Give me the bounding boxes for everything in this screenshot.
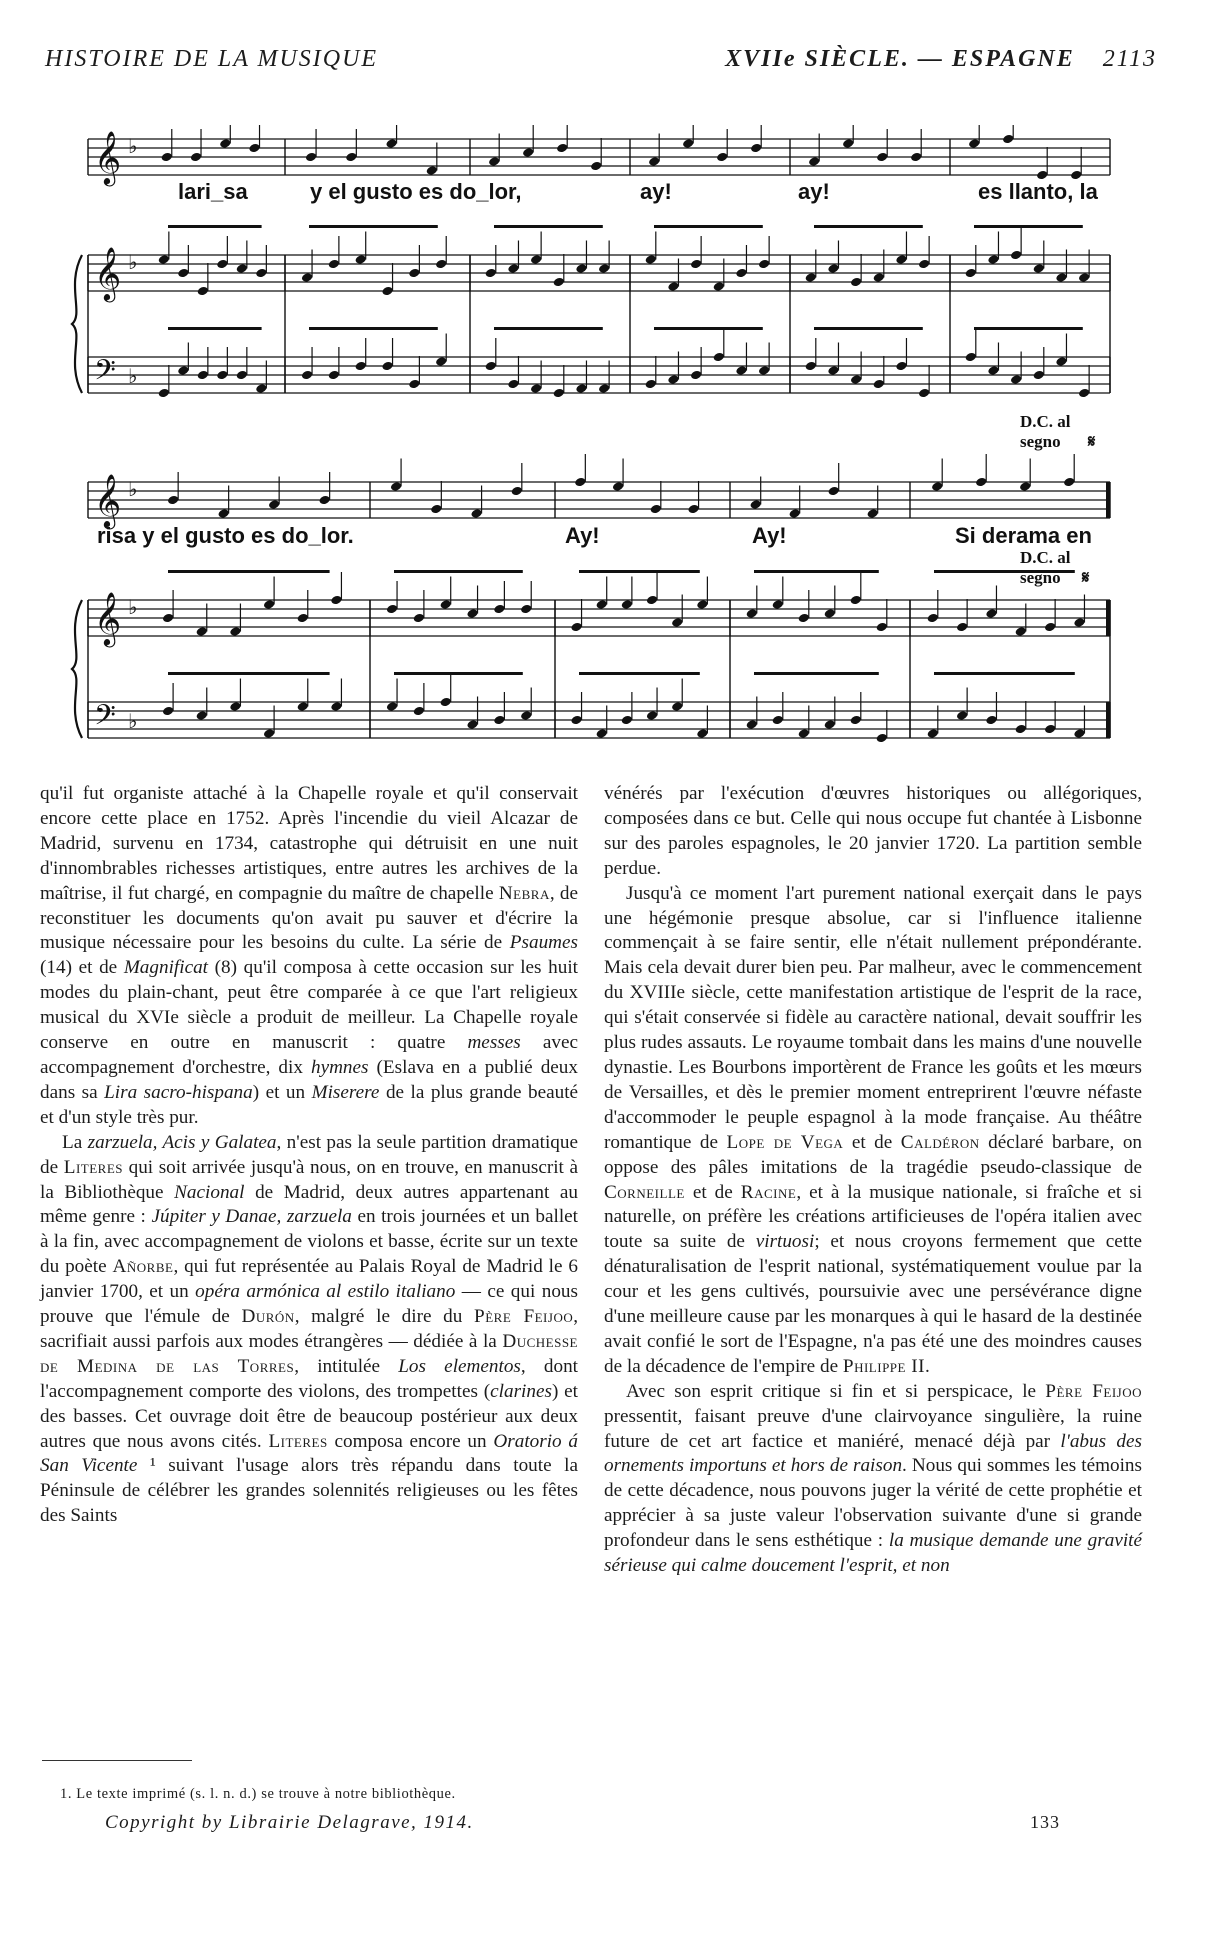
left-paragraph-1: qu'il fut organiste attaché à la Chapelle royale et qu'il conservait encore cette place en 1752. Après l'incendie du vieil Alcazar de Madrid, survenu en 1734, catastrophe qui détruisit en une nuit d'innombrables richesses artistiques, entre autres les archives de la maîtrise, il fut chargé, en compagnie du maître de chapelle Nebra, de reconstituer les documents qu'on avait pu sauver et d'écrire la musique nécessaire pour les besoins du culte. La série de Psaumes (14) et de Magnificat (8) qu'il composa à cette occasion sur les huit modes du plain-chant, peut être comparée à ce que l'art religieux musical du XVIe siècle a produit de meilleur. La Chapelle royale conserve en outre en manuscrit : quatre messes avec accompagnement d'orchestre, dix hymnes (Eslava en a publié deux dans sa Lira sacro-hispana) et un Miserere de la plus grande beauté et d'un style très pur.: [40, 783, 579, 1128]
svg-text:𝄢: 𝄢: [94, 699, 116, 739]
svg-text:♭: ♭: [128, 364, 138, 388]
footnote-rule: [42, 1760, 192, 1761]
svg-text:♭: ♭: [128, 477, 138, 501]
lyric-5: es llanto, la: [978, 179, 1098, 204]
lyric-9: Si derama en: [955, 523, 1092, 548]
svg-text:♭: ♭: [128, 709, 138, 733]
lyric-1: lari_sa: [178, 179, 248, 204]
dc-al-segno-mid: D.C. al: [1020, 548, 1071, 567]
music-score: [0, 125, 1217, 765]
segno-sign-top: 𝄋: [1088, 432, 1096, 451]
right-paragraph-3: Avec son esprit critique si fin et si perspicace, le Père Feijoo pressentit, faisant preuve d'une clairvoyance singulière, la ruine future de cet art factice et maniéré, menacé déjà par l'abus des ornements importuns et hors de raison. Nous qui sommes les témoins de cette décadence, nous pouvons juger la vérité de cette prophétie et apprécier à sa juste valeur l'observation suivante d'une si grande profondeur dans le sens esthétique : la musique demande une gravité sérieuse qui calme doucement l'esprit, et non: [604, 1380, 1143, 1577]
lyric-6: risa y el gusto es do_lor.: [97, 523, 354, 548]
left-column: [40, 782, 578, 1529]
lyric-8: Ay!: [752, 523, 787, 548]
right-paragraph-2: Jusqu'à ce moment l'art purement national exerçait dans le pays une hégémonie presque absolue, car si l'influence italienne commençait à se faire sentir, elle n'était nullement prépondérante. Mais cela devait durer bien peu. Par malheur, avec le commencement du XVIIIe siècle, cette manifestation artistique de l'esprit de la race, qui s'était conservée si fidèle au caractère national, devait souffrir les plus rudes assauts. Le royaume tombait dans les mains d'une nouvelle dynastie. Les Bourbons importèrent de France les goûts et les mœurs de Versailles, et dès le premier moment entreprirent l'œuvre néfaste d'accommoder le peuple espagnol à la mode française. Au théâtre romantique de Lope de Vega et de Caldéron déclaré barbare, on oppose des pâles imitations de la tragédie pseudo-classique de Corneille et de Racine, et à la musique nationale, si fraîche et si naturelle, on préfère les créations artificieuses de l'opéra italien avec toute sa suite de virtuosi; et nous croyons fermement que cette dénaturalisation de l'esprit national, systématiquement voulue par la cour et les gens cultivés, poursuivie avec une persévérance digne d'une meilleure cause par les monarques à qui le hasard de la destinée avait confié le sort de l'Espagne, n'a pas été une des moindres causes de la décadence de l'empire de Philippe II.: [604, 882, 1143, 1377]
svg-text:𝄞: 𝄞: [94, 591, 122, 645]
svg-text:♭: ♭: [128, 595, 138, 619]
header-page-number: 2113: [1102, 46, 1157, 72]
lyric-4: ay!: [798, 179, 830, 204]
right-paragraph-1: vénérés par l'exécution d'œuvres historiques ou allégoriques, composées dans ce but. Celle qui nous occupe fut chantée à Lisbonne sur des paroles espagnoles, le 20 janvier 1720. La partition semble perdue.: [604, 783, 1142, 879]
svg-text:𝄞: 𝄞: [94, 130, 122, 184]
right-column: [604, 782, 1142, 1579]
footnote: 1. Le texte imprimé (s. l. n. d.) se trouve à notre bibliothèque.: [60, 1786, 456, 1802]
page-number: 133: [1030, 1812, 1060, 1832]
score-svg: [0, 125, 1217, 765]
staff-lines: [72, 130, 1110, 739]
dc-al-segno-top: D.C. al: [1020, 412, 1071, 431]
note-glyphs: [158, 125, 1091, 743]
svg-text:𝄞: 𝄞: [94, 246, 122, 300]
header-section: XVIIe SIÈCLE. — ESPAGNE: [725, 46, 1075, 72]
lyric-2: y el gusto es do_lor,: [310, 179, 522, 204]
lyric-3: ay!: [640, 179, 672, 204]
left-paragraph-2: La zarzuela, Acis y Galatea, n'est pas la seule partition dramatique de Literes qui soit arrivée jusqu'à nous, on en trouve, en manuscrit à la Bibliothèque Nacional de Madrid, deux autres appartenant au même genre : Júpiter y Danae, zarzuela en trois journées et un ballet à la fin, avec accompagnement de violons et basse, écrite sur un texte du poète Añorbe, qui fut représentée au Palais Royal de Madrid le 6 janvier 1700, et un opéra armónica al estilo italiano — ce qui nous prouve que l'émule de Durón, malgré le dire du Père Feijoo, sacrifiait aussi parfois aux modes étrangères — dédiée à la Duchesse de Medina de las Torres, intitulée Los elementos, dont l'accompagnement comporte des violons, des trompettes (clarines) et des basses. Cet ouvrage doit être de beaucoup postérieur aux deux autres que nous avons cités. Literes composa encore un Oratorio á San Vicente ¹ suivant l'usage alors très répandu dans toute la Péninsule de célébrer les grandes solennités religieuses ou les fêtes des Saints: [40, 1131, 579, 1527]
copyright-line: Copyright by Librairie Delagrave, 1914.: [105, 1812, 474, 1833]
svg-text:𝄞: 𝄞: [94, 473, 122, 527]
dc-segno-top: segno: [1020, 432, 1061, 451]
running-header-right: [725, 46, 1157, 73]
svg-text:♭: ♭: [128, 134, 138, 158]
dc-segno-mid: segno: [1020, 568, 1061, 587]
running-header-left: HISTOIRE DE LA MUSIQUE: [45, 46, 379, 72]
lyric-7: Ay!: [565, 523, 600, 548]
segno-sign-mid: 𝄋: [1082, 568, 1090, 587]
svg-text:𝄢: 𝄢: [94, 354, 116, 394]
svg-text:♭: ♭: [128, 250, 138, 274]
